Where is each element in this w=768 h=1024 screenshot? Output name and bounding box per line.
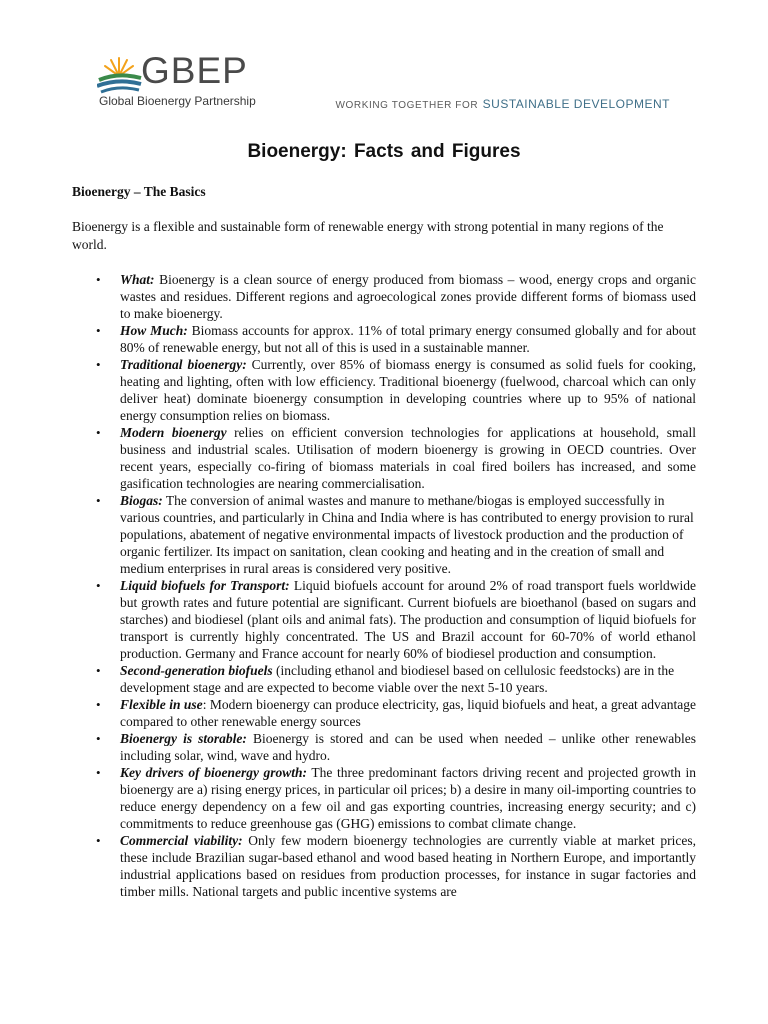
list-item [72, 424, 696, 492]
bullet-icon: • [96, 272, 101, 287]
list-item [72, 271, 696, 322]
bullet-text: The three predominant factors driving recent and projected growth in bioenergy are a) rising energy prices, in particular oil prices; b) a desire in many oil-importing countries to reduce energy dependency on a few oil and gas exporting countries, increasing energy security; and c) commitments to reduce greenhouse gas (GHG) emissions to combat climate change. [120, 765, 696, 831]
sun-rays-logo-icon [97, 54, 143, 94]
bullet-icon: • [96, 663, 101, 678]
bullet-lead: Key drivers of bioenergy growth: [120, 765, 308, 780]
tagline [335, 95, 670, 113]
tagline-prefix: WORKING TOGETHER FOR [335, 100, 479, 111]
intro-paragraph: Bioenergy is a flexible and sustainable form of renewable energy with strong potential in many regions of the world. [72, 219, 664, 252]
bullet-text: (including ethanol and biodiesel based on cellulosic feedstocks) are in the development stage and are expected to become viable over the next 5-10 years. [120, 663, 675, 695]
bullet-text: Only few modern bioenergy technologies are currently viable at market prices, these include Brazilian sugar-based ethanol and wood based heating in Northern Europe, and importantly industrial applications based on residues from production processes, for instance in sugar factories and timber mills. National targets and public incentive systems are [120, 833, 696, 899]
bullet-lead: Commercial viability: [120, 833, 243, 848]
list-item [72, 832, 696, 900]
facts-list [72, 271, 696, 900]
bullet-lead: Traditional bioenergy: [120, 357, 247, 372]
bullet-icon: • [96, 357, 101, 372]
bullet-icon: • [96, 697, 101, 712]
bullet-icon: • [96, 323, 101, 338]
list-item [72, 577, 696, 662]
section-heading: Bioenergy – The Basics [72, 184, 206, 199]
list-item [72, 730, 696, 764]
bullet-text: Biomass accounts for approx. 11% of total primary energy consumed globally and for about 80% of renewable energy, but not all of this is used in a sustainable manner. [120, 323, 696, 355]
bullet-icon: • [96, 731, 101, 746]
list-item [72, 696, 696, 730]
gbep-logo [97, 50, 677, 120]
bullet-icon: • [96, 833, 101, 848]
bullet-text: Liquid biofuels account for around 2% of road transport fuels worldwide but growth rates and future potential are significant. Current biofuels are bioethanol (based on sugars and starches) and biodiesel (plant oils and animal fats). The production and consumption of liquid biofuels for transport is currently highly concentrated. The US and Brazil account for 60-70% of world ethanol production. Germany and France account for nearly 60% of biodiesel production and consumption. [120, 578, 696, 661]
bullet-text: Bioenergy is stored and can be used when needed – unlike other renewables including solar, wind, wave and hydro. [120, 731, 696, 763]
logo-subtitle: Global Bioenergy Partnership [99, 94, 256, 108]
list-item [72, 662, 696, 696]
bullet-text: The conversion of animal wastes and manure to methane/biogas is employed successfully in various countries, and particularly in China and India where is has contributed to energy provision to rural populations, abatement of negative environmental impacts of livestock production and the production of organic fertilizer. Its impact on sanitation, clean cooking and heating and in the creation of small and medium enterprises in rural areas is considered very positive. [120, 493, 694, 576]
bullet-icon: • [96, 765, 101, 780]
list-item [72, 492, 696, 577]
list-item [72, 356, 696, 424]
tagline-emphasis: SUSTAINABLE DEVELOPMENT [482, 97, 670, 111]
bullet-lead: What: [120, 272, 155, 287]
page-title: Bioenergy: Facts and Figures [247, 141, 521, 162]
list-item [72, 764, 696, 832]
bullet-text: relies on efficient conversion technologies for applications at household, small business and industrial scales. Utilisation of modern bioenergy is growing in OECD countries. Over recent years, especially co-firing of biomass materials in coal fired boilers has increased, and some gasification technologies are nearing commercialisation. [120, 425, 696, 491]
bullet-lead: Biogas: [120, 493, 163, 508]
bullet-lead: Bioenergy is storable: [120, 731, 247, 746]
bullet-icon: • [96, 578, 101, 593]
bullet-lead: Flexible in use [120, 697, 203, 712]
bullet-text: : Modern bioenergy can produce electricity, gas, liquid biofuels and heat, a great advantage compared to other renewable energy sources [120, 697, 696, 729]
bullet-lead: How Much: [120, 323, 188, 338]
bullet-text: Bioenergy is a clean source of energy produced from biomass – wood, energy crops and organic wastes and residues. Different regions and agroecological zones provide different forms of biomass used to make bioenergy. [120, 272, 696, 321]
bullet-text: Currently, over 85% of biomass energy is consumed as solid fuels for cooking, heating and lighting, often with low efficiency. Traditional bioenergy (fuelwood, charcoal which can only deliver heat) dominate bioenergy consumption in developing countries where up to 95% of national energy consumption relies on biomass. [120, 357, 696, 423]
logo-wordmark: GBEP [141, 50, 248, 91]
list-item [72, 322, 696, 356]
bullet-lead: Second-generation biofuels [120, 663, 273, 678]
bullet-lead: Modern bioenergy [120, 425, 227, 440]
bullet-icon: • [96, 493, 101, 508]
bullet-lead: Liquid biofuels for Transport: [120, 578, 290, 593]
bullet-icon: • [96, 425, 101, 440]
